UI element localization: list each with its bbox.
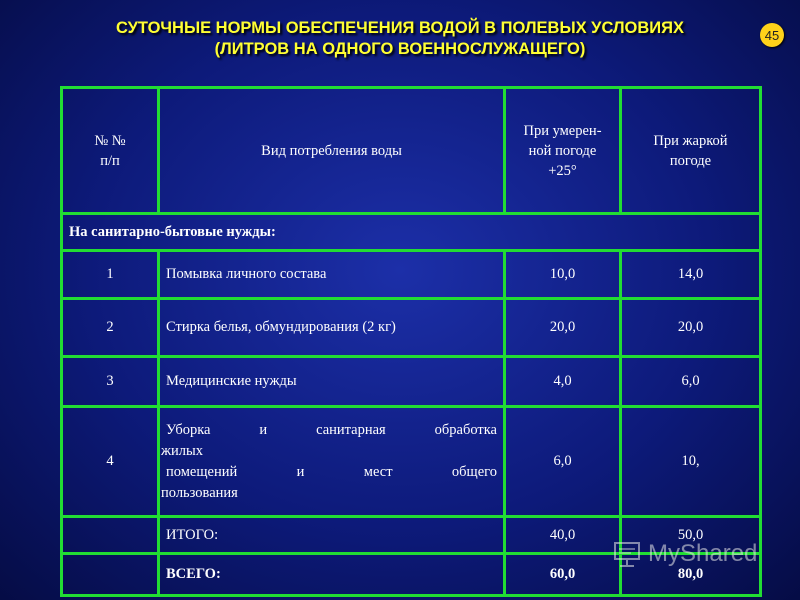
title-line-1: СУТОЧНЫЕ НОРМЫ ОБЕСПЕЧЕНИЯ ВОДОЙ В ПОЛЕВЫХ УСЛОВИЯХ	[115, 19, 685, 37]
table-row	[62, 299, 761, 357]
row-num: 3	[62, 357, 159, 407]
table-row	[62, 407, 761, 517]
header-num-line-2: п/п	[100, 152, 120, 169]
row-hot: 14,0	[621, 251, 761, 299]
header-moderate	[505, 88, 621, 214]
row-type-line-3: помещений и мест общего	[166, 463, 497, 480]
row-hot: 10,	[621, 407, 761, 517]
presentation-board-icon	[612, 539, 642, 569]
header-hot-line-1: При жаркой	[653, 132, 728, 149]
watermark-text: MyShared	[648, 540, 758, 567]
subtotal-moderate: 40,0	[505, 517, 621, 554]
section-row	[62, 214, 761, 251]
header-hot	[621, 88, 761, 214]
row-type-line-4: пользования	[161, 484, 238, 501]
row-moderate: 6,0	[505, 407, 621, 517]
subtotal-hot: 50,0	[621, 517, 761, 554]
slide-title	[0, 18, 800, 60]
row-moderate: 10,0	[505, 251, 621, 299]
title-line-2: (ЛИТРОВ НА ОДНОГО ВОЕННОСЛУЖАЩЕГО)	[214, 40, 586, 58]
header-hot-line-2: погоде	[669, 152, 712, 169]
water-norms-table	[60, 86, 762, 597]
row-num: 2	[62, 299, 159, 357]
table-row	[62, 251, 761, 299]
header-num-line-1: № №	[94, 132, 126, 149]
total-hot: 80,0	[621, 554, 761, 596]
table-header-row	[62, 88, 761, 214]
table-row	[62, 357, 761, 407]
total-label: ВСЕГО:	[159, 554, 505, 596]
header-moderate-line-3: +25°	[548, 162, 577, 179]
row-hot: 6,0	[621, 357, 761, 407]
row-hot: 20,0	[621, 299, 761, 357]
total-num	[62, 554, 159, 596]
section-label: На санитарно-бытовые нужды:	[62, 214, 761, 251]
page-number-badge: 45	[760, 23, 784, 47]
row-type: Стирка белья, обмундирования (2 кг)	[159, 299, 505, 357]
row-moderate: 20,0	[505, 299, 621, 357]
header-type: Вид потребления воды	[159, 88, 505, 214]
watermark	[612, 538, 757, 570]
header-num	[62, 88, 159, 214]
row-num: 1	[62, 251, 159, 299]
total-moderate: 60,0	[505, 554, 621, 596]
row-moderate: 4,0	[505, 357, 621, 407]
row-type-line-1: Уборка и санитарная обработка	[166, 421, 497, 438]
header-moderate-line-2: ной погоде	[528, 142, 597, 159]
row-type: Медицинские нужды	[159, 357, 505, 407]
row-num: 4	[62, 407, 159, 517]
subtotal-num	[62, 517, 159, 554]
row-type: Помывка личного состава	[159, 251, 505, 299]
row-type	[159, 407, 505, 517]
subtotal-label: ИТОГО:	[159, 517, 505, 554]
row-type-line-2: жилых	[161, 442, 204, 459]
header-moderate-line-1: При умерен-	[523, 122, 602, 139]
